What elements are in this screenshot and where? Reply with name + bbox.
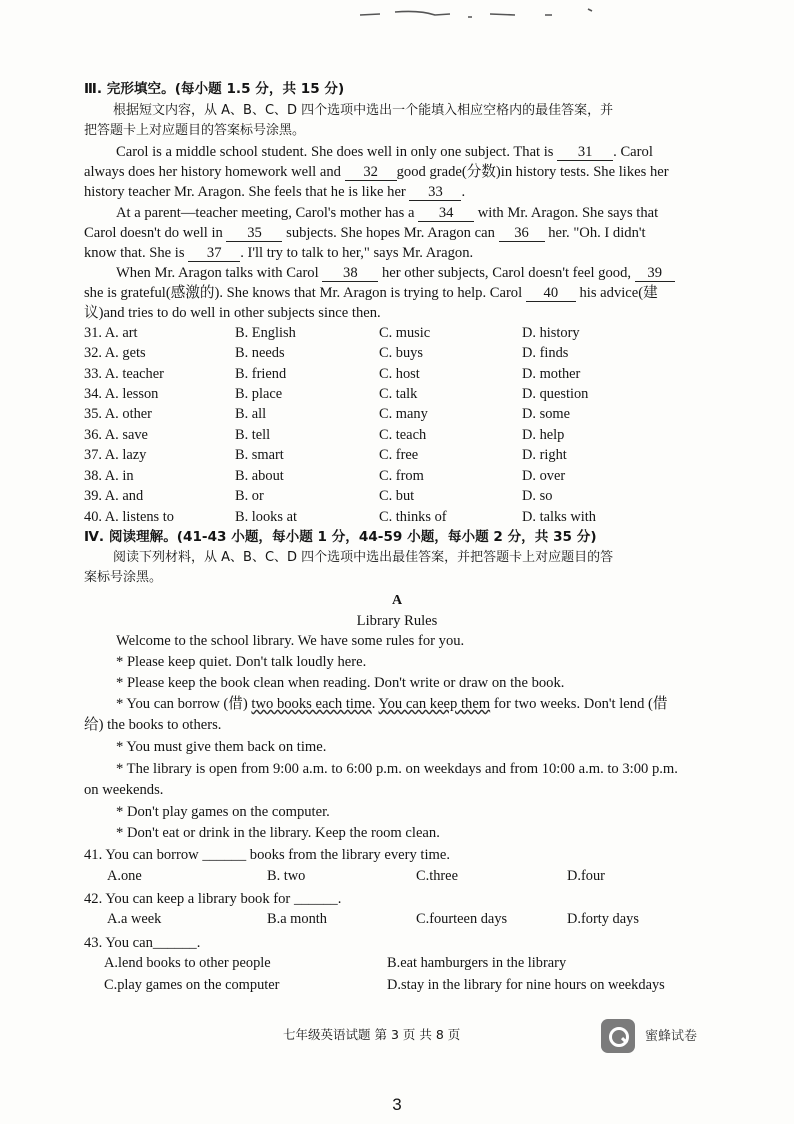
option-b: B. needs xyxy=(235,345,285,361)
passage-line xyxy=(84,162,669,182)
option-b: B. or xyxy=(235,488,264,504)
option-a: 39. A. and xyxy=(84,488,144,504)
passage-title: Library Rules xyxy=(356,613,438,629)
option-a: 40. A. listens to xyxy=(84,509,174,525)
passage-text: her other subjects, Carol doesn't feel good, xyxy=(381,265,632,281)
blank-40: 40 xyxy=(526,285,576,302)
passage-text: . xyxy=(461,184,466,200)
rule-item-cont: 给) the books to others. xyxy=(84,717,222,733)
option-c: C. host xyxy=(379,366,420,382)
option-b: B. place xyxy=(235,386,283,402)
passage-text: her. "Oh. I didn't xyxy=(548,225,646,241)
watermark-text: 蜜蜂试卷 xyxy=(645,1029,698,1044)
section-4-heading: Ⅳ. 阅读理解。(41-43 小题，每小题 1 分，44-59 小题，每小题 2 分，共 35 分) xyxy=(84,529,597,545)
option-c: C. buys xyxy=(379,345,423,361)
option-row xyxy=(84,425,724,445)
section-4-instruction-cont: 案标号涂黑。 xyxy=(84,570,163,585)
option-d: D. question xyxy=(522,386,589,402)
passage-text: know that. She is xyxy=(84,245,185,261)
passage-text: Carol doesn't do well in xyxy=(84,225,223,241)
option-b: B. all xyxy=(235,406,267,422)
option-row xyxy=(84,364,724,384)
passage-line xyxy=(84,182,465,202)
watermark-logo-icon xyxy=(601,1019,635,1053)
question-43: 43. You can______. xyxy=(84,935,201,951)
rule-item: * Please keep quiet. Don't talk loudly here. xyxy=(116,654,367,670)
passage-text: good grade(分数)in history tests. She likes her xyxy=(396,164,669,180)
blank-36: 36 xyxy=(499,225,545,242)
passage-line xyxy=(84,223,646,243)
scan-artifact xyxy=(340,6,600,20)
option-c: C. thinks of xyxy=(379,509,447,525)
option-d: D. over xyxy=(522,468,566,484)
option-a: A.a week xyxy=(107,911,162,927)
option-b: B.eat hamburgers in the library xyxy=(387,955,567,971)
question-42: 42. You can keep a library book for ______. xyxy=(84,891,342,907)
page-number: 3 xyxy=(392,1095,402,1114)
option-d: D. so xyxy=(522,488,553,504)
passage-text: Carol is a middle school student. She does well in only one subject. That is xyxy=(116,144,554,160)
option-a: 31. A. art xyxy=(84,325,138,341)
passage-text: history teacher Mr. Aragon. She feels that he is like her xyxy=(84,184,406,200)
option-b: B.a month xyxy=(267,911,327,927)
passage-text: . Carol xyxy=(613,144,653,160)
passage-text: When Mr. Aragon talks with Carol xyxy=(116,265,319,281)
option-row xyxy=(84,445,724,465)
option-b: B. looks at xyxy=(235,509,297,525)
option-c: C. talk xyxy=(379,386,418,402)
option-d: D. talks with xyxy=(522,509,596,525)
blank-37: 37 xyxy=(188,245,240,262)
option-b: B. English xyxy=(235,325,296,341)
section-3-instruction-cont: 把答题卡上对应题目的答案标号涂黑。 xyxy=(84,123,306,138)
rule-item: * Please keep the book clean when reading. Don't write or draw on the book. xyxy=(116,675,565,691)
rule-text: * You can borrow (借) xyxy=(116,696,248,712)
blank-39: 39 xyxy=(635,265,675,282)
page-footer: 七年级英语试题 第 3 页 共 8 页 xyxy=(283,1027,461,1042)
rule-text: for two weeks. Don't lend (借 xyxy=(493,696,668,712)
option-c: C. many xyxy=(379,406,428,422)
rules-intro: Welcome to the school library. We have some rules for you. xyxy=(116,633,465,649)
passage-line xyxy=(116,203,658,223)
option-c: C.fourteen days xyxy=(416,911,508,927)
option-row xyxy=(84,404,724,424)
blank-34: 34 xyxy=(418,205,474,222)
option-b: B. two xyxy=(267,868,306,884)
option-row xyxy=(84,343,724,363)
blank-35: 35 xyxy=(226,225,282,242)
question-41: 41. You can borrow ______ books from the library every time. xyxy=(84,847,450,863)
passage-text: she is grateful(感激的). She knows that Mr. Aragon is trying to help. Carol xyxy=(84,285,523,301)
option-b: B. smart xyxy=(235,447,284,463)
option-a: 34. A. lesson xyxy=(84,386,159,402)
passage-text: subjects. She hopes Mr. Aragon can xyxy=(286,225,495,241)
section-3-heading: Ⅲ. 完形填空。(每小题 1.5 分，共 15 分) xyxy=(84,81,345,97)
passage-text: with Mr. Aragon. She says that xyxy=(477,205,659,221)
section-3-instruction: 根据短文内容，从 A、B、C、D 四个选项中选出一个能填入相应空格内的最佳答案，并 xyxy=(113,103,614,118)
option-a: A.one xyxy=(107,868,142,884)
option-d: D. help xyxy=(522,427,565,443)
rule-item: * Don't eat or drink in the library. Keep the room clean. xyxy=(116,825,440,841)
blank-32: 32 xyxy=(345,164,397,181)
option-c: C. free xyxy=(379,447,419,463)
underlined-phrase: two books each time xyxy=(251,696,372,712)
option-row xyxy=(84,466,724,486)
option-c: C.three xyxy=(416,868,458,884)
option-a: 35. A. other xyxy=(84,406,152,422)
rule-item: * You must give them back on time. xyxy=(116,739,327,755)
option-b: B. tell xyxy=(235,427,271,443)
passage-line xyxy=(84,283,658,303)
option-c: C. from xyxy=(379,468,424,484)
rule-item xyxy=(116,694,667,714)
blank-31: 31 xyxy=(557,144,613,161)
option-d: D. right xyxy=(522,447,567,463)
passage-text: his advice(建 xyxy=(579,285,658,301)
passage-line xyxy=(116,263,675,283)
blank-38: 38 xyxy=(322,265,378,282)
passage-letter: A xyxy=(391,593,403,608)
blank-33: 33 xyxy=(409,184,461,201)
passage-text: At a parent—teacher meeting, Carol's mother has a xyxy=(116,205,415,221)
option-c: C. music xyxy=(379,325,431,341)
option-c: C.play games on the computer xyxy=(104,977,280,993)
option-row xyxy=(84,486,724,506)
option-b: B. friend xyxy=(235,366,287,382)
passage-text: . I'll try to talk to her," says Mr. Aragon. xyxy=(240,245,474,261)
rule-item: * Don't play games on the computer. xyxy=(116,804,330,820)
underlined-phrase: You can keep them xyxy=(378,696,491,712)
option-d: D. history xyxy=(522,325,580,341)
option-d: D. finds xyxy=(522,345,569,361)
option-a: 38. A. in xyxy=(84,468,134,484)
option-c: C. but xyxy=(379,488,415,504)
option-d: D.four xyxy=(567,868,605,884)
option-d: D. some xyxy=(522,406,570,422)
option-b: B. about xyxy=(235,468,284,484)
option-d: D.stay in the library for nine hours on weekdays xyxy=(387,977,665,993)
section-4-instruction: 阅读下列材料，从 A、B、C、D 四个选项中选出最佳答案，并把答题卡上对应题目的答 xyxy=(113,550,614,565)
rule-text: . xyxy=(371,696,376,712)
option-a: 33. A. teacher xyxy=(84,366,164,382)
rule-item-cont: on weekends. xyxy=(84,782,164,798)
option-row xyxy=(84,384,724,404)
option-a: A.lend books to other people xyxy=(104,955,271,971)
passage-line: 议)and tries to do well in other subjects since then. xyxy=(84,305,381,321)
option-row xyxy=(84,507,724,527)
option-a: 32. A. gets xyxy=(84,345,146,361)
option-row xyxy=(84,323,724,343)
option-d: D. mother xyxy=(522,366,581,382)
passage-line xyxy=(116,142,653,162)
rule-item: * The library is open from 9:00 a.m. to 6:00 p.m. on weekdays and from 10:00 a.m. to 3:00 p.m. xyxy=(116,761,678,777)
option-a: 37. A. lazy xyxy=(84,447,147,463)
passage-text: always does her history homework well and xyxy=(84,164,341,180)
option-a: 36. A. save xyxy=(84,427,148,443)
passage-line xyxy=(84,243,473,263)
option-c: C. teach xyxy=(379,427,427,443)
option-d: D.forty days xyxy=(567,911,639,927)
